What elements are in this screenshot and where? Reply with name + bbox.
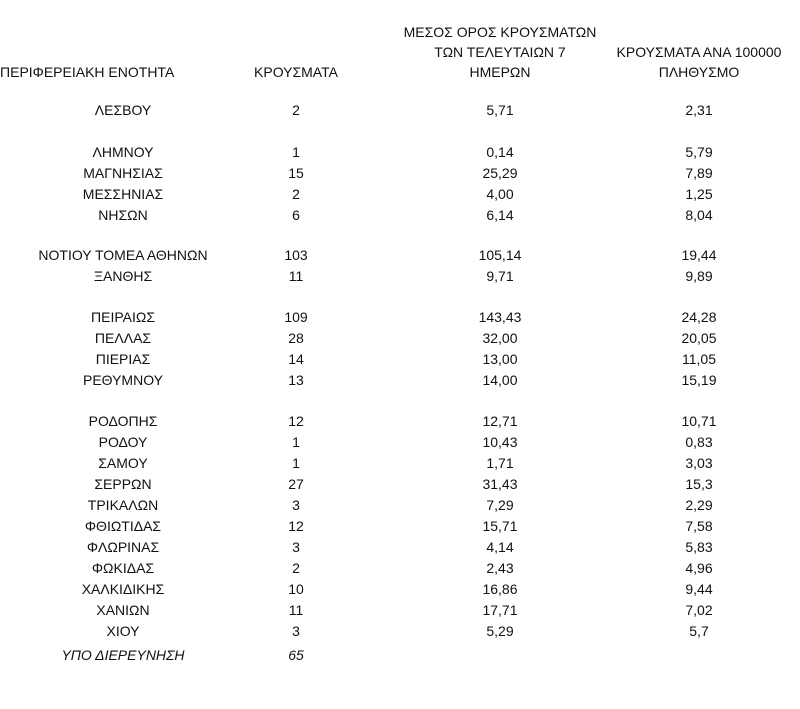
cell-avg7: 31,43 [482, 476, 518, 492]
table-row [0, 474, 800, 495]
cell-avg7: 15,71 [482, 518, 518, 534]
cell-avg7: 5,29 [486, 623, 514, 639]
table-row [0, 205, 800, 226]
cell-avg7: 4,14 [486, 539, 514, 555]
cell-region: ΜΕΣΣΗΝΙΑΣ [82, 186, 164, 202]
table-row [0, 184, 800, 205]
header-avg7-line: ΗΜΕΡΩΝ [469, 64, 531, 80]
cell-avg7: 2,43 [486, 560, 514, 576]
cell-per100k: 3,03 [685, 455, 713, 471]
cell-per100k: 11,05 [682, 351, 716, 367]
cell-per100k: 0,83 [685, 434, 713, 450]
table-row [0, 411, 800, 432]
cell-avg7: 12,71 [482, 413, 518, 429]
cell-cases: 2 [292, 186, 300, 202]
table-row [0, 537, 800, 558]
cell-region: ΦΩΚΙΔΑΣ [91, 560, 155, 576]
cell-cases: 12 [288, 518, 304, 534]
cell-cases: 13 [288, 372, 304, 388]
header-per100k [598, 42, 800, 82]
table-row [0, 307, 800, 328]
cell-avg7: 143,43 [478, 309, 522, 325]
cell-per100k: 1,25 [685, 186, 713, 202]
cell-avg7: 10,43 [482, 434, 518, 450]
table-row [0, 100, 800, 121]
cell-per100k: 15,19 [681, 372, 717, 388]
header-per100k-line: ΠΛΗΘΥΣΜΟ [658, 64, 740, 80]
cell-per100k: 8,04 [685, 207, 713, 223]
header-region: ΠΕΡΙΦΕΡΕΙΑΚΗ ΕΝΟΤΗΤΑ [0, 64, 175, 80]
cell-avg7: 105,14 [478, 247, 522, 263]
cell-region: ΠΙΕΡΙΑΣ [95, 351, 151, 367]
cell-per100k: 20,05 [681, 330, 717, 346]
cell-per100k: 10,71 [681, 413, 717, 429]
cell-per100k: 2,29 [685, 497, 713, 513]
header-cases: ΚΡΟΥΣΜΑΤΑ [254, 64, 338, 80]
cell-per100k: 9,44 [685, 581, 713, 597]
cell-cases: 3 [292, 497, 300, 513]
cell-avg7: 1,71 [486, 455, 514, 471]
table-row [0, 579, 800, 600]
cell-per100k: 5,79 [685, 144, 713, 160]
cell-cases: 109 [284, 309, 308, 325]
table-row [0, 495, 800, 516]
table-row [0, 516, 800, 537]
table-row [0, 453, 800, 474]
cell-cases: 1 [292, 144, 300, 160]
table-row [0, 621, 800, 642]
cell-cases: 2 [292, 560, 300, 576]
cell-cases: 103 [284, 247, 308, 263]
cell-region: ΧΑΝΙΩΝ [96, 602, 150, 618]
cell-region: ΡΕΘΥΜΝΟΥ [82, 372, 163, 388]
cell-avg7: 13,00 [482, 351, 518, 367]
cell-avg7: 4,00 [486, 186, 514, 202]
table-row [0, 328, 800, 349]
footer-row [0, 645, 800, 666]
cell-avg7: 6,14 [486, 207, 514, 223]
cell-region: ΠΕΛΛΑΣ [94, 330, 152, 346]
cell-region: ΛΕΣΒΟΥ [94, 102, 152, 118]
cell-region: ΣΑΜΟΥ [98, 455, 148, 471]
table-row [0, 432, 800, 453]
cell-region: ΧΙΟΥ [106, 623, 140, 639]
cell-per100k: 15,3 [685, 476, 713, 492]
cell-per100k: 19,44 [681, 247, 717, 263]
cell-avg7: 17,71 [482, 602, 518, 618]
cell-cases: 15 [288, 165, 304, 181]
header-avg7 [380, 22, 620, 82]
cell-region: ΜΑΓΝΗΣΙΑΣ [83, 165, 163, 181]
cell-cases: 12 [288, 413, 304, 429]
header-avg7-line: ΤΩΝ ΤΕΛΕΥΤΑΙΩΝ 7 [434, 44, 566, 60]
cell-region: ΡΟΔΟΥ [98, 434, 148, 450]
table-row [0, 600, 800, 621]
cell-per100k: 7,02 [685, 602, 713, 618]
cell-region: ΣΕΡΡΩΝ [94, 476, 152, 492]
cell-avg7: 0,14 [486, 144, 514, 160]
cell-per100k: 5,7 [689, 623, 709, 639]
cell-region: ΡΟΔΟΠΗΣ [88, 413, 158, 429]
cell-per100k: 4,96 [685, 560, 713, 576]
cell-region: ΦΘΙΩΤΙΔΑΣ [84, 518, 162, 534]
cell-cases: 6 [292, 207, 300, 223]
cell-per100k: 5,83 [685, 539, 713, 555]
cell-avg7: 9,71 [486, 268, 514, 284]
cell-per100k: 24,28 [681, 309, 717, 325]
cell-region: ΛΗΜΝΟΥ [92, 144, 154, 160]
cell-cases: 27 [288, 476, 304, 492]
cell-cases: 2 [292, 102, 300, 118]
table-row [0, 266, 800, 287]
cell-region: ΝΗΣΩΝ [98, 207, 148, 223]
header-per100k-line: ΚΡΟΥΣΜΑΤΑ ΑΝΑ 100000 [616, 44, 782, 60]
cell-region: ΦΛΩΡΙΝΑΣ [86, 539, 160, 555]
footer-cases: 65 [288, 647, 304, 663]
cell-cases: 1 [292, 434, 300, 450]
cell-per100k: 2,31 [685, 102, 713, 118]
cell-cases: 3 [292, 623, 300, 639]
table-row [0, 245, 800, 266]
cell-cases: 10 [288, 581, 304, 597]
table-row [0, 142, 800, 163]
cell-per100k: 7,58 [685, 518, 713, 534]
table-row [0, 349, 800, 370]
cell-region: ΧΑΛΚΙΔΙΚΗΣ [81, 581, 165, 597]
cell-region: ΝΟΤΙΟΥ ΤΟΜΕΑ ΑΘΗΝΩΝ [38, 247, 208, 263]
table-row [0, 558, 800, 579]
cell-region: ΞΑΝΘΗΣ [93, 268, 153, 284]
cell-cases: 1 [292, 455, 300, 471]
cell-region: ΠΕΙΡΑΙΩΣ [91, 309, 155, 325]
cell-avg7: 14,00 [482, 372, 518, 388]
cell-per100k: 7,89 [685, 165, 713, 181]
cell-avg7: 16,86 [482, 581, 518, 597]
table-row [0, 163, 800, 184]
footer-region: ΥΠΟ ΔΙΕΡΕΥΝΗΣΗ [61, 647, 185, 663]
cell-avg7: 7,29 [486, 497, 514, 513]
cell-avg7: 25,29 [482, 165, 518, 181]
cell-cases: 14 [288, 351, 304, 367]
cell-cases: 11 [288, 268, 304, 284]
header-avg7-line: ΜΕΣΟΣ ΟΡΟΣ ΚΡΟΥΣΜΑΤΩΝ [403, 24, 597, 40]
cell-avg7: 5,71 [486, 102, 514, 118]
cell-cases: 11 [288, 602, 304, 618]
cell-per100k: 9,89 [685, 268, 713, 284]
cell-region: ΤΡΙΚΑΛΩΝ [87, 497, 159, 513]
cell-cases: 3 [292, 539, 300, 555]
table-row [0, 370, 800, 391]
cell-cases: 28 [288, 330, 304, 346]
cell-avg7: 32,00 [482, 330, 518, 346]
